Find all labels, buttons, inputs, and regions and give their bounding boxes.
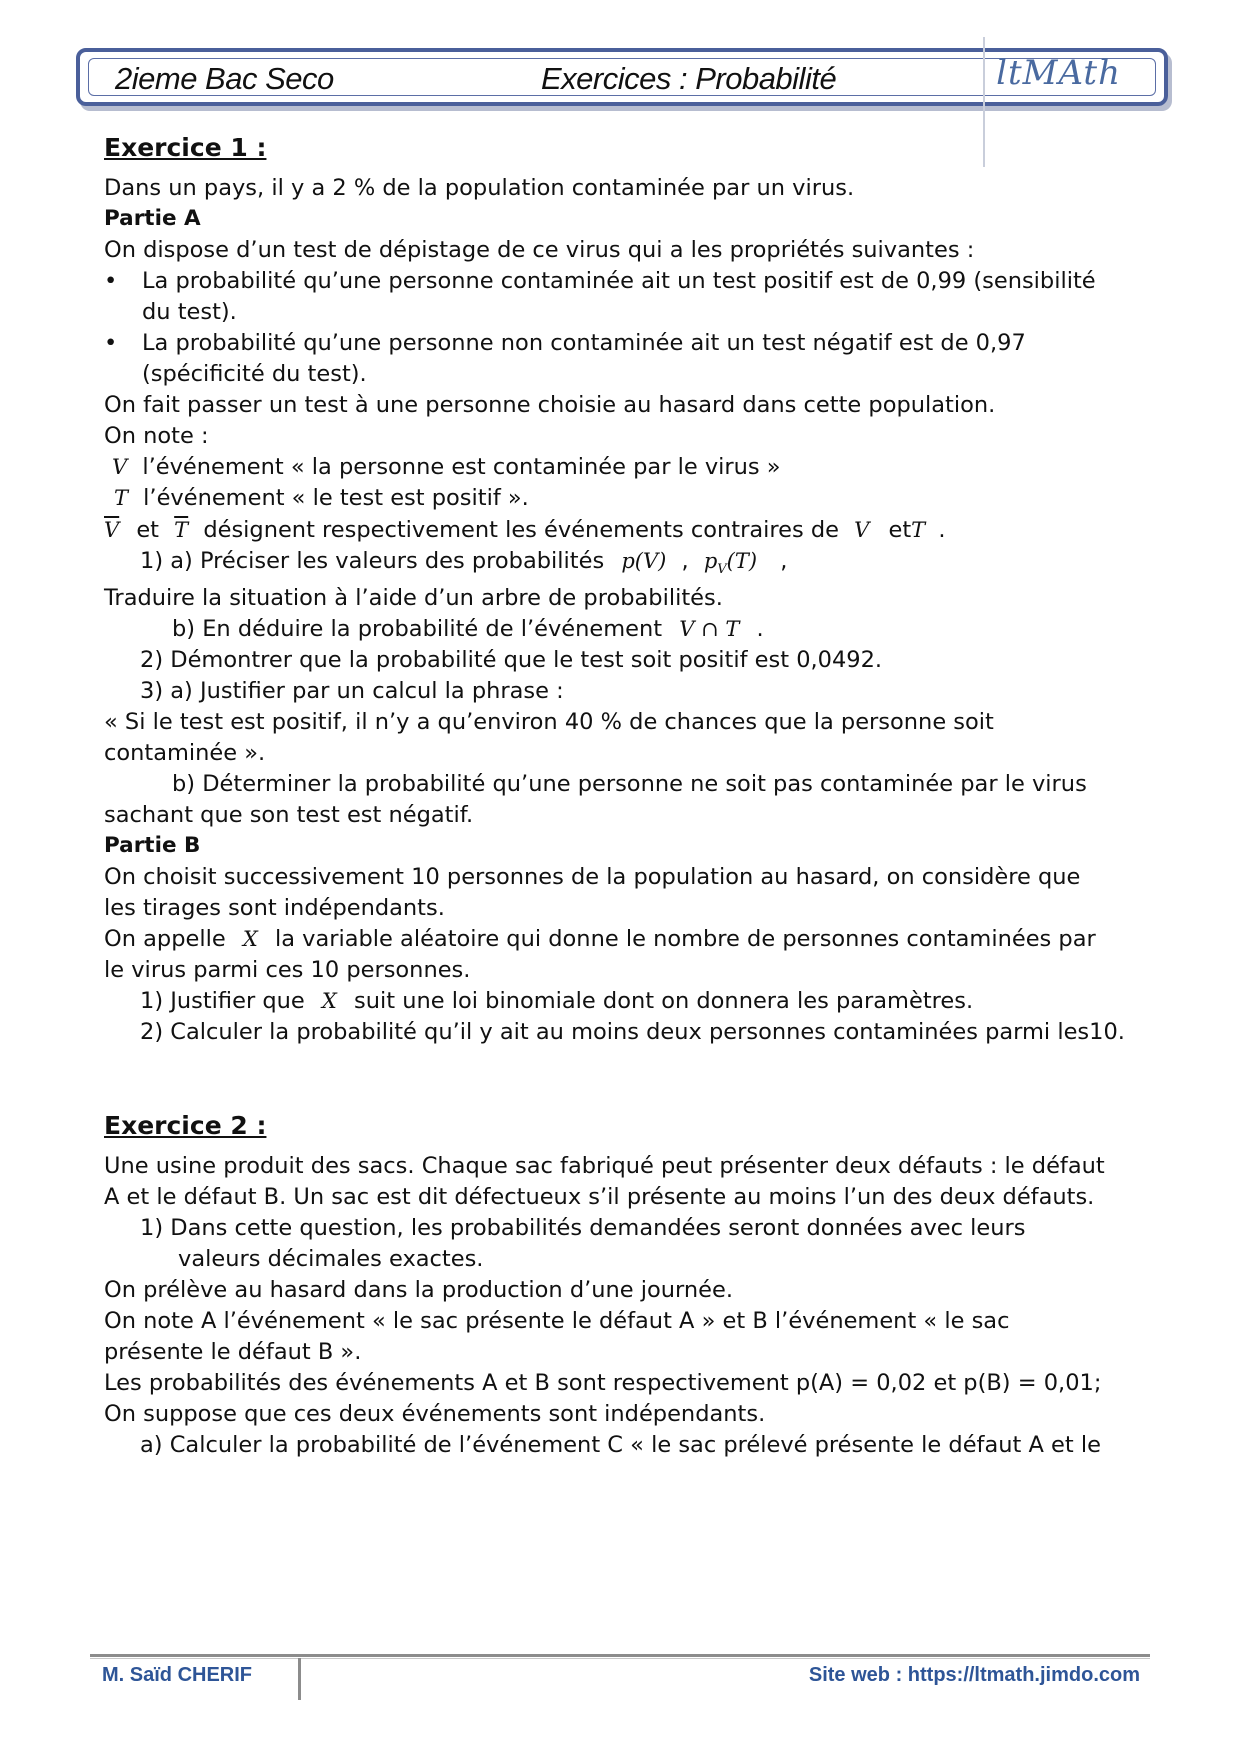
ex1-part-b-title: Partie B [104,833,201,858]
ex2-line4: On note A l’événement « le sac présente le défaut A » et B l’événement « le sac [104,1308,1010,1334]
ex2-question-1: 1) Dans cette question, les probabilités demandées seront données avec leurs [140,1215,1026,1241]
period: . [938,517,946,543]
question-1a [140,546,787,585]
ex1-a-line2: On fait passer un test à une personne choisie au hasard dans cette population. [104,392,996,418]
and-word-2: et [888,517,912,543]
prob-pv-subscript: V [717,562,727,577]
exercise-1-title: Exercice 1 : [104,133,267,162]
bullet-1-text: La probabilité qu’une personne contaminée ait un test positif est de 0,99 (sensibilité [142,268,1096,294]
event-t-definition [104,483,529,513]
ex2-question-1-cont: valeurs décimales exactes. [178,1246,484,1272]
ex1-a-line3: On note : [104,423,209,449]
prob-pv-t [703,549,758,577]
prob-p-v: p(V) [621,549,667,573]
ex1-b-line1: On choisit successivement 10 personnes de la population au hasard, on considère que [104,864,1081,890]
symbol-v: V [112,455,128,479]
ex1-intro: Dans un pays, il y a 2 % de la population contaminée par un virus. [104,175,855,201]
footer-rule [90,1654,1150,1657]
separator-end: , [780,548,788,574]
ex1-b-line3 [104,924,1096,954]
question-3b-line2: sachant que son test est négatif. [104,802,474,828]
logo-divider [983,37,985,167]
ex1-b-line2: les tirages sont indépendants. [104,895,445,921]
header-inner-frame [88,53,1156,96]
bullet-1-cont: du test). [142,299,237,325]
event-v-text: l’événement « la personne est contaminée par le virus » [142,454,781,480]
footer-website-link[interactable]: Site web : https://ltmath.jimdo.com [808,1664,1140,1686]
page-header [76,48,1168,106]
ex1-part-a-title: Partie A [104,206,201,231]
ex2-line3: On prélève au hasard dans la production d’une journée. [104,1277,734,1303]
ex2-line2: A et le défaut B. Un sac est dit défectueux s’il présente au moins l’un des deux défauts. [104,1184,1095,1210]
and-word: et [136,517,159,543]
symbol-v-bar: $\overline{V}$ [104,518,120,542]
question-3b: b) Déterminer la probabilité qu’une personne ne soit pas contaminée par le virus [172,771,1087,797]
ex2-line5: présente le défaut B ». [104,1339,362,1365]
footer-rule-thin [90,1658,1150,1659]
bq1-start: 1) Justifier que [140,988,305,1014]
ltmath-logo: ltMAth [996,53,1121,93]
symbol-x: X [321,989,337,1013]
question-2: 2) Démontrer que la probabilité que le test soit positif est 0,0492. [140,647,883,673]
complement-events-line [104,515,945,545]
question-3a-quote-end: contaminée ». [104,740,266,766]
ex2-question-a: a) Calculer la probabilité de l’événement C « le sac prélevé présente le défaut A et le [140,1432,1101,1458]
complement-text: désignent respectivement les événements contraires de [203,517,839,543]
question-1a-line2: Traduire la situation à l’aide d’un arbre de probabilités. [104,585,723,611]
part-b-question-2: 2) Calculer la probabilité qu’il y ait au moins deux personnes contaminées parmi les10. [140,1019,1125,1045]
prob-pv-argument: (T) [726,549,758,573]
bq1-end: suit une loi binomiale dont on donnera les paramètres. [354,988,974,1014]
exercise-2-title: Exercice 2 : [104,1111,267,1140]
prob-pv-letter: p [703,549,718,573]
period: . [756,616,764,642]
page-title: Exercices : Probabilité [541,61,837,96]
question-1a-text: 1) a) Préciser les valeurs des probabilités [140,548,605,574]
question-1b-text: b) En déduire la probabilité de l’événement [172,616,663,642]
b-line3-end: la variable aléatoire qui donne le nombre de personnes contaminées par [274,926,1096,952]
event-v-definition [104,452,781,482]
bullet-icon: • [104,268,118,294]
question-3a-quote: « Si le test est positif, il n’y a qu’environ 40 % de chances que la personne soit [104,709,994,735]
intersection-v-t: V ∩ T [679,617,740,641]
footer-divider [298,1658,301,1700]
bullet-2-text: La probabilité qu’une personne non contaminée ait un test négatif est de 0,97 [142,330,1026,356]
symbol-t-bar: $\overline{T}$ [174,518,189,542]
ex2-line6: Les probabilités des événements A et B sont respectivement p(A) = 0,02 et p(B) = 0,01; [104,1370,1102,1396]
ex1-b-line4: le virus parmi ces 10 personnes. [104,957,471,983]
bullet-2-cont: (spécificité du test). [142,361,367,387]
symbol-v: V [854,518,870,542]
symbol-t: T [114,486,129,510]
separator: , [681,548,689,574]
symbol-t: T [911,518,926,542]
question-1b [172,614,764,644]
ex1-a-line1: On dispose d’un test de dépistage de ce virus qui a les propriétés suivantes : [104,237,975,263]
symbol-x: X [242,927,258,951]
ex2-line1: Une usine produit des sacs. Chaque sac fabriqué peut présenter deux défauts : le défaut [104,1153,1105,1179]
class-label: 2ieme Bac Seco [115,61,334,96]
footer-author: M. Saïd CHERIF [102,1664,253,1686]
b-line3-start: On appelle [104,926,226,952]
event-t-text: l’événement « le test est positif ». [143,485,529,511]
part-b-question-1 [140,986,973,1016]
ex2-line7: On suppose que ces deux événements sont indépendants. [104,1401,766,1427]
bullet-icon: • [104,330,118,356]
question-3a: 3) a) Justifier par un calcul la phrase : [140,678,564,704]
